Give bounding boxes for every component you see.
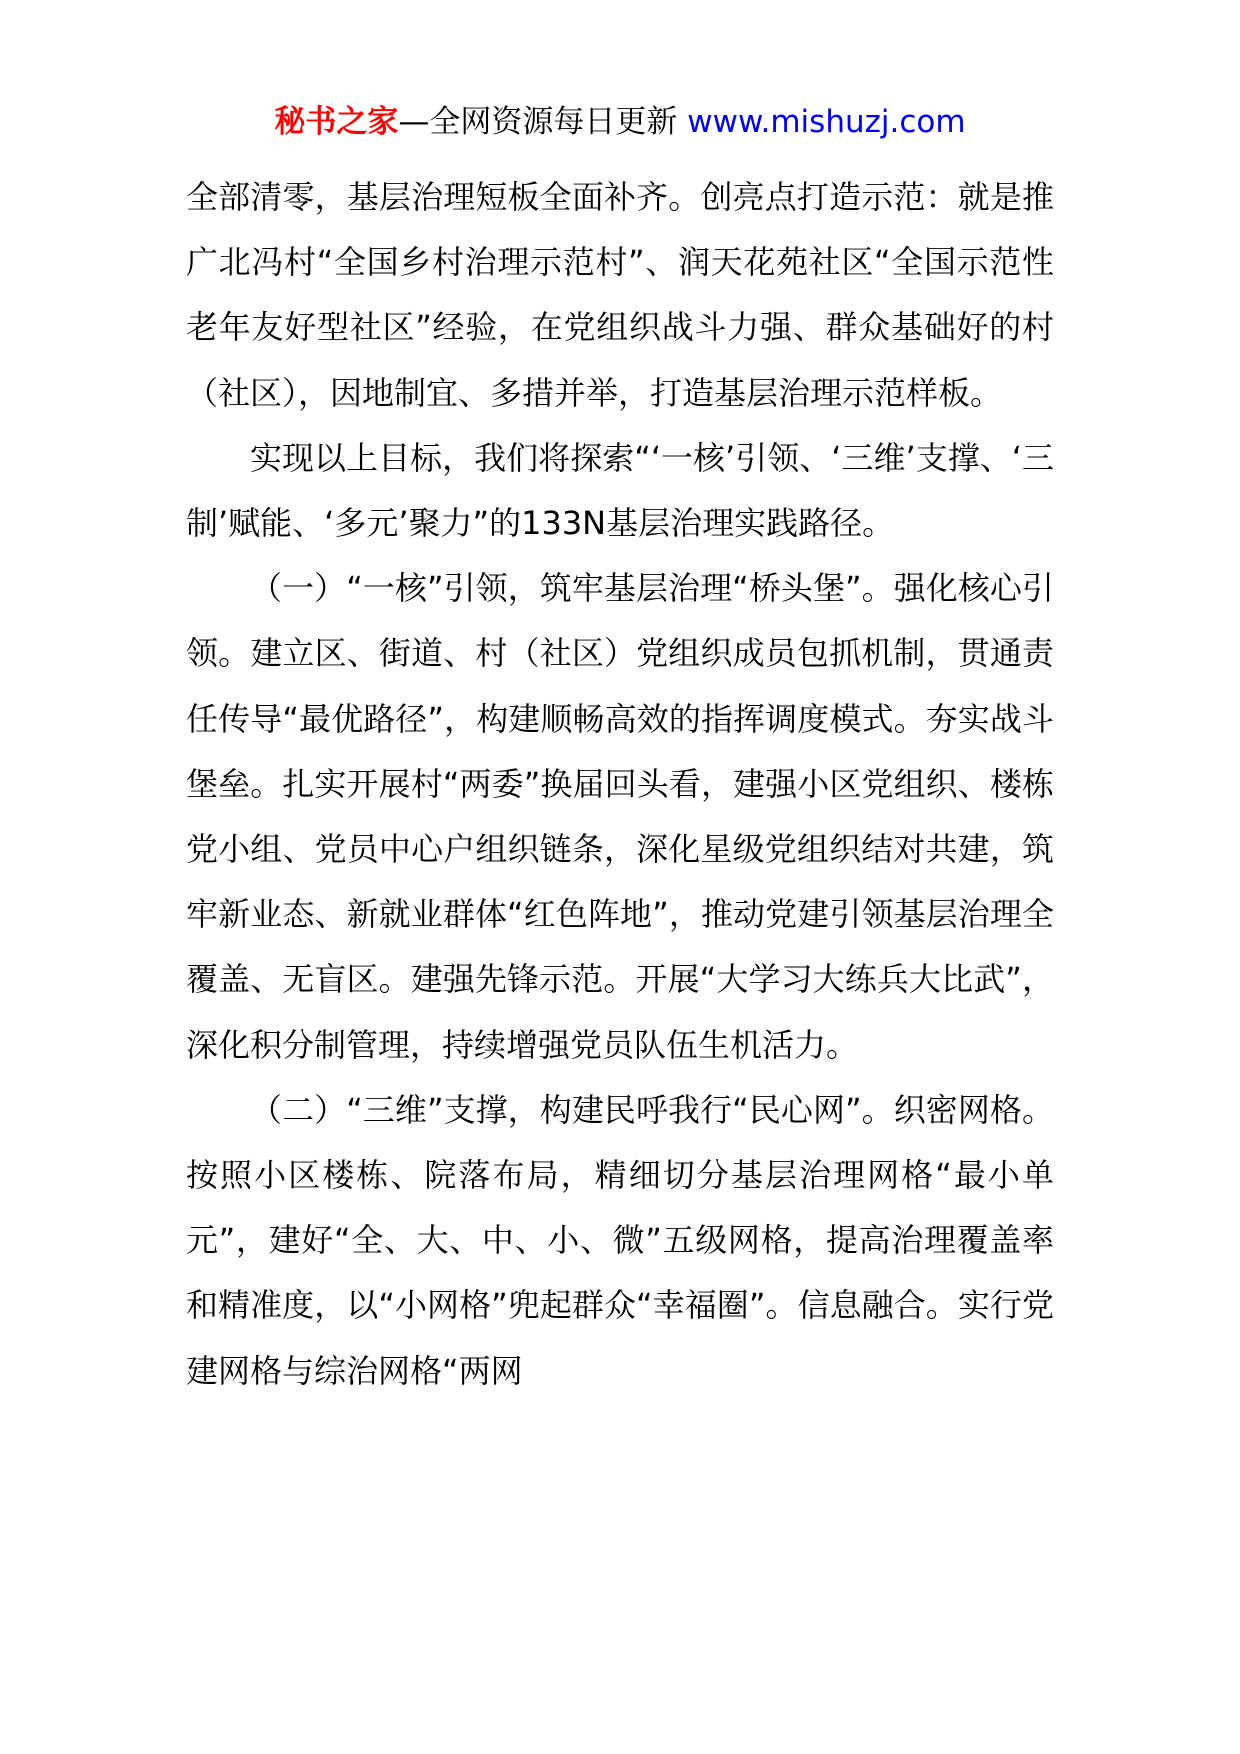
paragraph-section-two: （二）“三维”支撑，构建民呼我行“民心网”。织密网格。按照小区楼栋、院落布局，精细切分基层治理网格“最小单元”，建好“全、大、中、小、微”五级网格，提高治理覆盖率和精准度，以“小网格”兜起群众“幸福圈”。信息融合。实行党建网格与综治网格“两网 [186,1090,1054,1390]
header-tagline: —全网资源每日更新 [398,104,688,140]
brand-name: 秘书之家 [274,104,399,140]
paragraph-section-one: （一）“一核”引领，筑牢基层治理“桥头堡”。强化核心引领。建立区、街道、村（社区）党组织成员包抓机制，贯通责任传导“最优路径”，构建顺畅高效的指挥调度模式。夯实战斗堡垒。扎实开展村“两委”换届回头看，建强小区党组织、楼栋党小组、党员中心户组织链条，深化星级党组织结对共建，筑牢新业态、新就业群体“红色阵地”，推动党建引领基层治理全覆盖、无盲区。建强先锋示范。开展“大学习大练兵大比武”，深化积分制管理，持续增强党员队伍生机活力。 [186,569,1054,1064]
site-url-link[interactable]: www.mishuzj.com [687,104,966,140]
paragraph-continuation: 全部清零，基层治理短板全面补齐。创亮点打造示范：就是推广北冯村“全国乡村治理示范村”、润天花苑社区“全国示范性老年友好型社区”经验，在党组织战斗力强、群众基础好的村（社区），因地制宜、多措并举，打造基层治理示范样板。 [186,178,1054,412]
document-body [186,165,1054,1404]
paragraph-intro: 实现以上目标，我们将探索“‘一核’引领、‘三维’支撑、‘三制’赋能、‘多元’聚力”的133N基层治理实践路径。 [186,438,1054,543]
site-header [0,100,1240,144]
